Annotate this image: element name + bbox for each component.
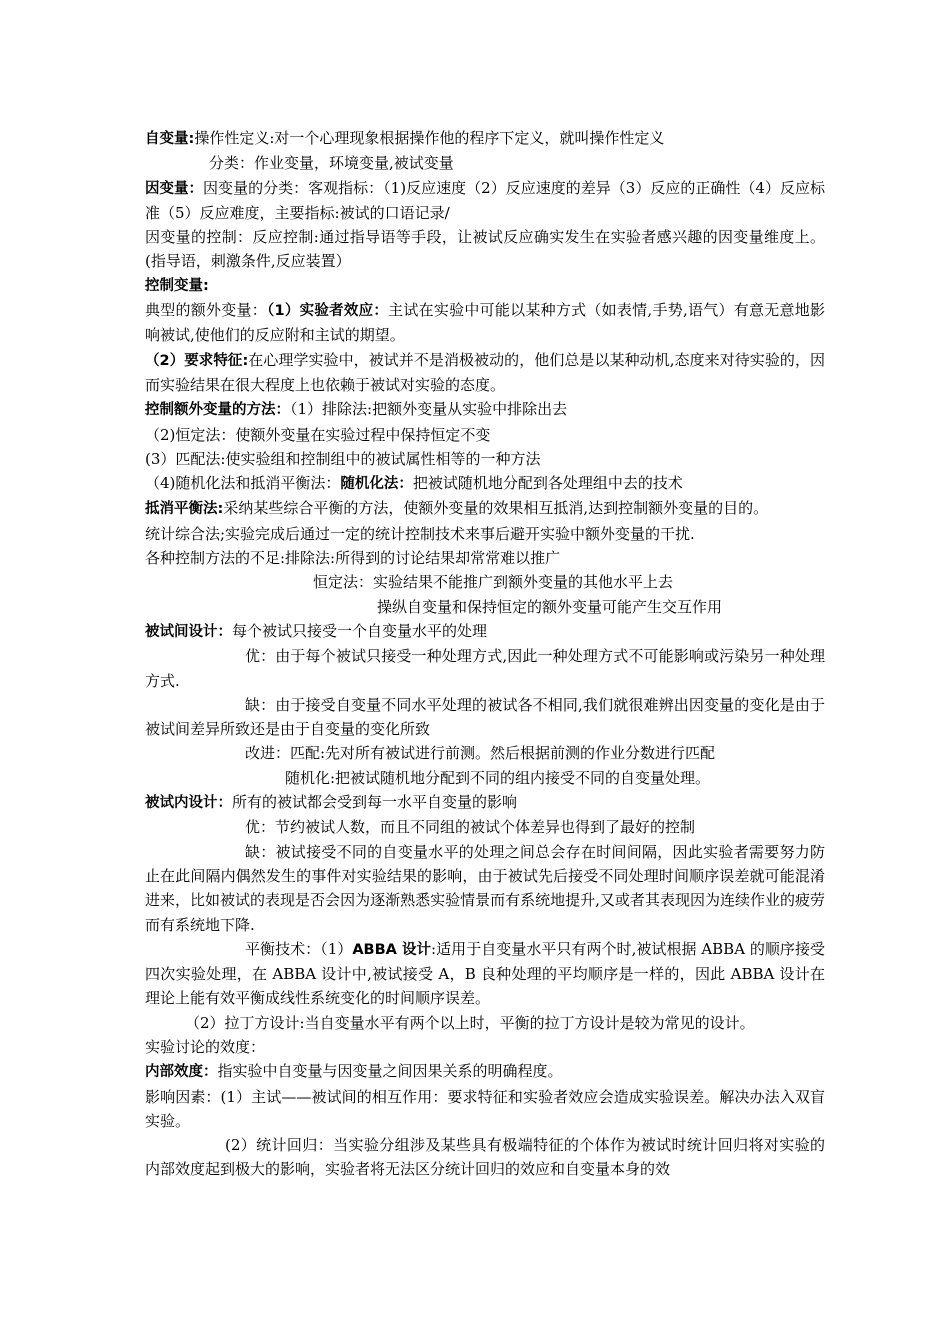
section-heading: 控制变量: <box>145 277 209 294</box>
paragraph: 操纵自变量和保持恒定的额外变量可能产生交互作用 <box>377 597 723 616</box>
paragraph <box>145 298 825 348</box>
paragraph <box>145 619 825 644</box>
paragraph: （2）拉丁方设计:当自变量水平有两个以上时，平衡的拉丁方设计是较为常见的设计。 <box>185 1013 755 1032</box>
term-heading: 被试间设计： <box>145 623 232 640</box>
term-heading: ABBA 设计 <box>352 941 432 958</box>
paragraph <box>145 1059 825 1084</box>
paragraph: 分类：作业变量，环境变量,被试变量 <box>209 154 454 173</box>
paragraph <box>145 397 825 422</box>
term-heading: 抵消平衡法: <box>145 501 224 518</box>
paragraph: 恒定法：实验结果不能推广到额外变量的其他水平上去 <box>313 573 674 592</box>
term-heading: 随机化法： <box>340 476 413 493</box>
term-heading: 内部效度： <box>145 1064 218 1081</box>
paragraph <box>145 348 825 398</box>
text: :适用于自变量水平只有两个时,被试根据 ABBA 的顺序接受四次实验处理，在 ABBA 设计中,被试接受 A，B 良种处理的平均顺序是一样的，因此 ABBA 设计在理论上能有效平衡成线性系统变化的时间顺序误差。 <box>145 939 825 1008</box>
text: 采纳某些综合平衡的方法，使额外变量的效果相互抵消,达到控制额外变量的目的。 <box>223 499 769 518</box>
paragraph: 随机化:把被试随机地分配到不同的组内接受不同的自变量处理。 <box>285 768 711 787</box>
text: 平衡技术：（1） <box>245 939 353 958</box>
term-heading: （2）要求特征: <box>145 352 249 369</box>
paragraph <box>145 176 825 226</box>
text: 因变量的分类：客观指标：（1)反应速度（2）反应速度的差异（3）反应的正确性（4）反应标准（5）反应难度，主要指标:被试的口语记录/ <box>145 178 826 222</box>
term-heading: （1）实验者效应： <box>267 303 389 320</box>
paragraph <box>145 471 825 496</box>
text: （4)随机化法和抵消平衡法： <box>145 474 341 493</box>
paragraph: 缺：由于接受自变量不同水平处理的被试各不相同,我们就很难辨出因变量的变化是由于被试间差异所致还是由于自变量的变化所致 <box>145 695 825 739</box>
text: 把被试随机地分配到各处理组中去的技术 <box>412 474 683 493</box>
paragraph: 实验讨论的效度： <box>145 1037 266 1056</box>
paragraph <box>145 790 825 815</box>
paragraph: 优：由于每个被试只接受一种处理方式,因此一种处理方式不可能影响或污染另一种处理方式. <box>145 647 825 690</box>
paragraph <box>145 937 825 1011</box>
paragraph: (3）匹配法:使实验组和控制组中的被试属性相等的一种方法 <box>145 449 541 468</box>
text: 典型的额外变量： <box>145 301 268 320</box>
text: 在心理学实验中，被试并不是消极被动的，他们总是以某种动机,态度来对待实验的，因而实验结果在很大程度上也依赖于被试对实验的态度。 <box>145 350 825 394</box>
text: 每个被试只接受一个自变量水平的处理 <box>232 621 488 640</box>
paragraph: 各种控制方法的不足:排除法:所得到的讨论结果却常常难以推广 <box>145 549 561 568</box>
paragraph: （2)恒定法：使额外变量在实验过程中保持恒定不变 <box>145 425 491 444</box>
paragraph <box>145 126 825 151</box>
term-heading: 控制额外变量的方法： <box>145 402 290 419</box>
text: 指实验中自变量与因变量之间因果关系的明确程度。 <box>217 1062 563 1081</box>
term-heading: 因变量： <box>145 180 204 197</box>
paragraph: 因变量的控制：反应控制:通过指导语等手段，让被试反应确实发生在实验者感兴趣的因变量维度上。(指导语，刺激条件,反应装置） <box>145 228 825 271</box>
paragraph: (2）统计回归：当实验分组涉及某些具有极端特征的个体作为被试时统计回归将对实验的内部效度起到极大的影响，实验者将无法区分统计回归的效应和自变量本身的效 <box>145 1136 825 1179</box>
document-page <box>145 126 825 1182</box>
paragraph: 统计综合法;实验完成后通过一定的统计控制技术来事后避开实验中额外变量的干扰. <box>145 524 695 543</box>
text: （1）排除法:把额外变量从实验中排除出去 <box>290 400 568 419</box>
paragraph: 优：节约被试人数，而且不同组的被试个体差异也得到了最好的控制 <box>245 818 696 837</box>
paragraph: 影响因素：(1）主试——被试间的相互作用：要求特征和实验者效应会造成实验误差。解决办法入双盲实验。 <box>145 1087 825 1130</box>
paragraph: 改进：匹配:先对所有被试进行前测。然后根据前测的作业分数进行匹配 <box>245 744 716 763</box>
term-heading: 被试内设计： <box>145 795 232 812</box>
text: 所有的被试都会受到每一水平自变量的影响 <box>232 793 518 812</box>
paragraph <box>145 496 825 521</box>
paragraph: 缺：被试接受不同的自变量水平的处理之间总会存在时间间隔，因此实验者需要努力防止在此间隔内偶然发生的事件对实验结果的影响，由于被试先后接受不同处理时间顺序误差就可能混淆进来，比如被试的表现是否会因为逐渐熟悉实验情景而有系统地提升,又或者其表现因为连续作业的疲劳而有系统地下降. <box>145 842 825 934</box>
term-heading: 自变量: <box>145 131 195 147</box>
text: 操作性定义:对一个心理现象根据操作他的程序下定义，就叫操作性定义 <box>194 129 665 147</box>
text: 主试在实验中可能以某种方式（如表情,手势,语气）有意无意地影响被试,使他们的反应附和主试的期望。 <box>145 301 825 345</box>
